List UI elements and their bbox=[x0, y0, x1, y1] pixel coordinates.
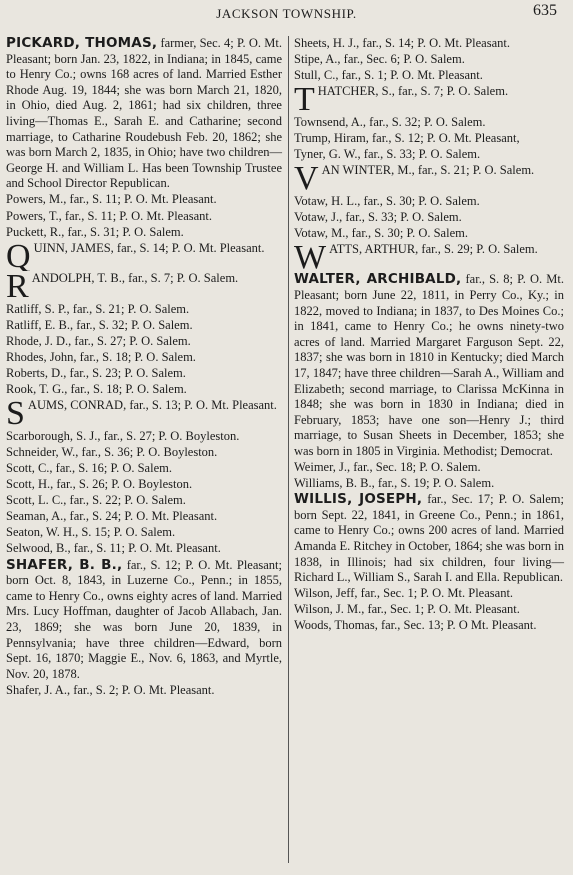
directory-entry: Roberts, D., far., S. 23; P. O. Salem. bbox=[6, 366, 186, 381]
directory-entry: Townsend, A., far., S. 32; P. O. Salem. bbox=[294, 114, 486, 129]
biography-entry bbox=[294, 492, 564, 586]
running-head: JACKSON TOWNSHIP. bbox=[216, 6, 357, 21]
drop-cap: R bbox=[6, 271, 29, 302]
biography-entry bbox=[6, 558, 282, 683]
page-number: 635 bbox=[533, 2, 557, 19]
directory-entry: Votaw, J., far., S. 33; P. O. Salem. bbox=[294, 209, 462, 224]
entry-text: ANDOLPH, T. B., far., S. 7; P. O. Salem. bbox=[31, 271, 239, 286]
letter-section-entry bbox=[6, 398, 282, 428]
directory-entry: Scarborough, S. J., far., S. 27; P. O. Boyleston. bbox=[6, 428, 240, 443]
letter-section-entry bbox=[294, 84, 564, 114]
biography-entry bbox=[6, 36, 282, 192]
directory-entry: Wilson, J. M., far., Sec. 1; P. O. Mt. Pleasant. bbox=[294, 602, 520, 617]
directory-entry: Weimer, J., far., Sec. 18; P. O. Salem. bbox=[294, 459, 481, 474]
directory-entry: Shafer, J. A., far., S. 2; P. O. Mt. Pleasant. bbox=[6, 682, 215, 697]
entry-text: HATCHER, S., far., S. 7; P. O. Salem. bbox=[317, 84, 509, 99]
entry-text: farmer, Sec. 4; P. O. Mt. Pleasant; born Jan. 23, 1822, in Indiana; in 1845, came to Henry Co.; owns 168 acres of land. Married Esther Rhode Aug. 19, 1844; she was born March 21, 1820, in Ohio, died Aug. 2, 1861; had six children, three living—Thomas E., Sarah E. and Catharine; second marriage, to Catharine Roudebush Feb. 20, 1862; she was born March 2, 1835, in Ohio; have two children—George H. and William L. Has been Township Trustee and School Director Republican. bbox=[6, 36, 282, 191]
letter-section-entry bbox=[294, 163, 564, 193]
entry-text: far., S. 8; P. O. Mt. Pleasant; born June 22, 1811, in Perry Co., Ky.; in 1822, moved to Indiana; in 1837, to Des Moines Co.; in 1841, came to Henry Co.; he owns ninety-two acres of land. Married Margaret Farguson Sept. 22, 1837; she was born in 1810 in Kentucky; died March 17, 1847; have three children—Sarah A., William and Elizabeth; second marriage, to Clarissa McKinna in 1848; she was born in 1830 in Indiana; died in February, 1853; have one son—Henry J.; third marriage, to Susan Sheets in December, 1853; she was born in 1805 in Virginia. Methodist; Democrat. bbox=[294, 272, 564, 458]
directory-entry: Votaw, H. L., far., S. 30; P. O. Salem. bbox=[294, 193, 480, 208]
directory-entry: Sheets, H. J., far., S. 14; P. O. Mt. Pleasant. bbox=[294, 36, 510, 50]
directory-entry: Rhode, J. D., far., S. 27; P. O. Salem. bbox=[6, 333, 191, 348]
left-column bbox=[6, 36, 282, 867]
entry-name: SHAFER, B. B., bbox=[6, 556, 123, 573]
entry-text: far., Sec. 17; P. O. Salem; born Sept. 22, 1841, in Greene Co., Penn.; in 1861, came to Henry Co.; owns 200 acres of land. Married Amanda E. Ritchey in October, 1864; she was born in 1838, in Illinois; had six children, four living—Richard L., William S., Sarah I. and Ella. Republican. bbox=[294, 492, 564, 585]
directory-entry: Rhodes, John, far., S. 18; P. O. Salem. bbox=[6, 350, 196, 364]
directory-entry: Tyner, G. W., far., S. 33; P. O. Salem. bbox=[294, 146, 481, 161]
entry-text: UINN, JAMES, far., S. 14; P. O. Mt. Pleasant. bbox=[33, 240, 265, 255]
column-divider bbox=[288, 36, 289, 863]
directory-entry: Ratliff, E. B., far., S. 32; P. O. Salem. bbox=[6, 317, 193, 332]
directory-entry: Selwood, B., far., S. 11; P. O. Mt. Pleasant. bbox=[6, 541, 221, 556]
biography-entry bbox=[294, 272, 564, 459]
letter-section-entry bbox=[294, 242, 564, 272]
directory-entry: Wilson, Jeff, far., Sec. 1; P. O. Mt. Pleasant. bbox=[294, 586, 514, 601]
entry-text: AUMS, CONRAD, far., S. 13; P. O. Mt. Pleasant. bbox=[27, 398, 277, 413]
directory-entry: Williams, B. B., far., S. 19; P. O. Salem. bbox=[294, 476, 495, 491]
letter-section-entry bbox=[6, 271, 282, 301]
directory-entry: Scott, L. C., far., S. 22; P. O. Salem. bbox=[6, 493, 186, 508]
letter-section-entry bbox=[6, 241, 282, 271]
right-column bbox=[294, 36, 564, 867]
drop-cap: V bbox=[294, 163, 319, 194]
directory-entry: Seaton, W. H., S. 15; P. O. Salem. bbox=[6, 525, 176, 540]
directory-entry: Woods, Thomas, far., Sec. 13; P. O Mt. Pleasant. bbox=[294, 618, 537, 633]
directory-entry: Stull, C., far., S. 1; P. O. Mt. Pleasant. bbox=[294, 68, 483, 83]
entry-text: far., S. 12; P. O. Mt. Pleasant; born Oct. 8, 1843, in Luzerne Co., Penn.; in 1855, came to Henry Co., owns eighty acres of land. Married Mrs. Lucy Hoffman, daughter of Jacob Allabach, Jan. 23, 1869; she was born June 20, 1839, in Pennsylvania; have three children—Edward, born Sept. 16, 1870; Maggie E., Nov. 6, 1863, and Myrtle, Nov. 20, 1878. bbox=[6, 557, 283, 681]
drop-cap: S bbox=[6, 398, 25, 429]
drop-cap: W bbox=[294, 241, 327, 272]
drop-cap: T bbox=[294, 84, 315, 115]
page-header bbox=[0, 2, 573, 24]
drop-cap: Q bbox=[6, 240, 31, 271]
directory-entry: Ratliff, S. P., far., S. 21; P. O. Salem. bbox=[6, 301, 190, 316]
directory-entry: Seaman, A., far., S. 24; P. O. Mt. Pleasant. bbox=[6, 509, 218, 524]
entry-name: WILLIS, JOSEPH, bbox=[294, 491, 423, 508]
directory-entry: Trump, Hiram, far., S. 12; P. O. Mt. Pleasant, bbox=[294, 130, 520, 145]
directory-entry: Powers, T., far., S. 11; P. O. Mt. Pleasant. bbox=[6, 208, 213, 223]
directory-entry: Scott, C., far., S. 16; P. O. Salem. bbox=[6, 460, 172, 475]
entry-name: WALTER, ARCHIBALD, bbox=[294, 271, 462, 288]
directory-entry: Puckett, R., far., S. 31; P. O. Salem. bbox=[6, 224, 184, 239]
entry-name: PICKARD, THOMAS, bbox=[6, 35, 158, 51]
directory-entry: Rook, T. G., far., S. 18; P. O. Salem. bbox=[6, 382, 187, 397]
directory-entry: Powers, M., far., S. 11; P. O. Mt. Pleasant. bbox=[6, 192, 217, 207]
directory-entry: Stipe, A., far., Sec. 6; P. O. Salem. bbox=[294, 52, 465, 67]
directory-entry: Votaw, M., far., S. 30; P. O. Salem. bbox=[294, 225, 468, 240]
entry-text: ATTS, ARTHUR, far., S. 29; P. O. Salem. bbox=[329, 241, 538, 256]
entry-text: AN WINTER, M., far., S. 21; P. O. Salem. bbox=[321, 163, 535, 178]
directory-entry: Schneider, W., far., S. 36; P. O. Boyleston. bbox=[6, 444, 218, 459]
directory-entry: Scott, H., far., S. 26; P. O. Boyleston. bbox=[6, 477, 193, 492]
